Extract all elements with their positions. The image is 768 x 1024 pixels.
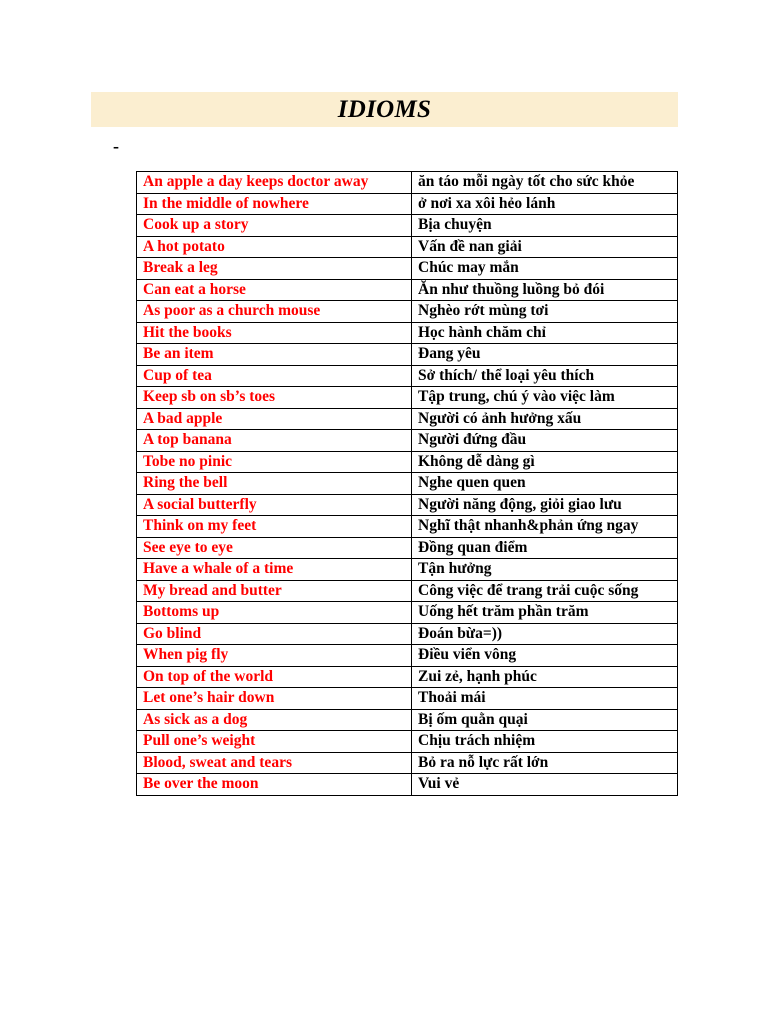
- idiom-english-cell: My bread and butter: [137, 580, 412, 602]
- idiom-vietnamese-cell: Chúc may mắn: [412, 258, 678, 280]
- table-row: [137, 688, 678, 710]
- table-row: [137, 365, 678, 387]
- idiom-english-cell: Blood, sweat and tears: [137, 752, 412, 774]
- idiom-english-cell: When pig fly: [137, 645, 412, 667]
- idiom-english-cell: Tobe no pinic: [137, 451, 412, 473]
- idiom-vietnamese-cell: Đồng quan điểm: [412, 537, 678, 559]
- idiom-vietnamese-cell: Chịu trách nhiệm: [412, 731, 678, 753]
- table-row: [137, 623, 678, 645]
- idiom-english-cell: Be an item: [137, 344, 412, 366]
- idiom-vietnamese-cell: Điều viển vông: [412, 645, 678, 667]
- idiom-english-cell: Ring the bell: [137, 473, 412, 495]
- idiom-english-cell: Let one’s hair down: [137, 688, 412, 710]
- idiom-english-cell: Have a whale of a time: [137, 559, 412, 581]
- idiom-vietnamese-cell: Người đứng đầu: [412, 430, 678, 452]
- idiom-english-cell: Bottoms up: [137, 602, 412, 624]
- idiom-english-cell: Cook up a story: [137, 215, 412, 237]
- bullet-dash: -: [113, 136, 119, 156]
- table-row: [137, 537, 678, 559]
- idiom-vietnamese-cell: Học hành chăm chỉ: [412, 322, 678, 344]
- idiom-vietnamese-cell: Người có ảnh hưởng xấu: [412, 408, 678, 430]
- idiom-vietnamese-cell: Vấn đề nan giải: [412, 236, 678, 258]
- idiom-vietnamese-cell: Nghe quen quen: [412, 473, 678, 495]
- idiom-vietnamese-cell: Công việc để trang trải cuộc sống: [412, 580, 678, 602]
- idiom-english-cell: An apple a day keeps doctor away: [137, 172, 412, 194]
- title-band: [91, 92, 678, 127]
- idiom-vietnamese-cell: Uống hết trăm phần trăm: [412, 602, 678, 624]
- idiom-vietnamese-cell: Ăn như thuồng luồng bỏ đói: [412, 279, 678, 301]
- table-row: [137, 344, 678, 366]
- idiom-english-cell: A social butterfly: [137, 494, 412, 516]
- table-row: [137, 236, 678, 258]
- idiom-vietnamese-cell: ăn táo mỗi ngày tốt cho sức khỏe: [412, 172, 678, 194]
- idiom-english-cell: On top of the world: [137, 666, 412, 688]
- idiom-english-cell: Hit the books: [137, 322, 412, 344]
- idiom-english-cell: A hot potato: [137, 236, 412, 258]
- idiom-vietnamese-cell: Vui vẻ: [412, 774, 678, 796]
- table-row: [137, 301, 678, 323]
- idiom-english-cell: As poor as a church mouse: [137, 301, 412, 323]
- idiom-english-cell: Go blind: [137, 623, 412, 645]
- idiom-vietnamese-cell: Bị ốm quằn quại: [412, 709, 678, 731]
- table-row: [137, 279, 678, 301]
- idiom-english-cell: Keep sb on sb’s toes: [137, 387, 412, 409]
- idiom-vietnamese-cell: Bỏ ra nỗ lực rất lớn: [412, 752, 678, 774]
- idiom-vietnamese-cell: Nghĩ thật nhanh&phản ứng ngay: [412, 516, 678, 538]
- table-row: [137, 473, 678, 495]
- table-row: [137, 709, 678, 731]
- table-row: [137, 322, 678, 344]
- table-row: [137, 193, 678, 215]
- idiom-vietnamese-cell: Đang yêu: [412, 344, 678, 366]
- idiom-english-cell: Break a leg: [137, 258, 412, 280]
- table-row: [137, 494, 678, 516]
- idiom-english-cell: Cup of tea: [137, 365, 412, 387]
- table-row: [137, 430, 678, 452]
- idiom-english-cell: In the middle of nowhere: [137, 193, 412, 215]
- table-row: [137, 172, 678, 194]
- table-row: [137, 451, 678, 473]
- idiom-english-cell: See eye to eye: [137, 537, 412, 559]
- table-row: [137, 752, 678, 774]
- table-row: [137, 258, 678, 280]
- idiom-english-cell: Can eat a horse: [137, 279, 412, 301]
- table-row: [137, 602, 678, 624]
- table-row: [137, 516, 678, 538]
- idiom-vietnamese-cell: Bịa chuyện: [412, 215, 678, 237]
- page-title: IDIOMS: [337, 95, 432, 123]
- idiom-vietnamese-cell: Sở thích/ thể loại yêu thích: [412, 365, 678, 387]
- idiom-vietnamese-cell: Đoán bừa=)): [412, 623, 678, 645]
- table-row: [137, 215, 678, 237]
- idioms-table: [136, 171, 678, 796]
- table-row: [137, 580, 678, 602]
- table-row: [137, 387, 678, 409]
- idiom-vietnamese-cell: Không dễ dàng gì: [412, 451, 678, 473]
- table-row: [137, 731, 678, 753]
- idiom-vietnamese-cell: ở nơi xa xôi hẻo lánh: [412, 193, 678, 215]
- idiom-english-cell: Be over the moon: [137, 774, 412, 796]
- table-row: [137, 666, 678, 688]
- idiom-english-cell: As sick as a dog: [137, 709, 412, 731]
- table-row: [137, 408, 678, 430]
- idiom-vietnamese-cell: Zui zẻ, hạnh phúc: [412, 666, 678, 688]
- table-row: [137, 559, 678, 581]
- idiom-english-cell: A top banana: [137, 430, 412, 452]
- idioms-table-body: [137, 172, 678, 796]
- idiom-vietnamese-cell: Nghèo rớt mùng tơi: [412, 301, 678, 323]
- idiom-english-cell: Think on my feet: [137, 516, 412, 538]
- idiom-vietnamese-cell: Tận hưởng: [412, 559, 678, 581]
- idiom-vietnamese-cell: Người năng động, giỏi giao lưu: [412, 494, 678, 516]
- idiom-vietnamese-cell: Tập trung, chú ý vào việc làm: [412, 387, 678, 409]
- idiom-vietnamese-cell: Thoải mái: [412, 688, 678, 710]
- table-row: [137, 645, 678, 667]
- table-row: [137, 774, 678, 796]
- idiom-english-cell: A bad apple: [137, 408, 412, 430]
- idiom-english-cell: Pull one’s weight: [137, 731, 412, 753]
